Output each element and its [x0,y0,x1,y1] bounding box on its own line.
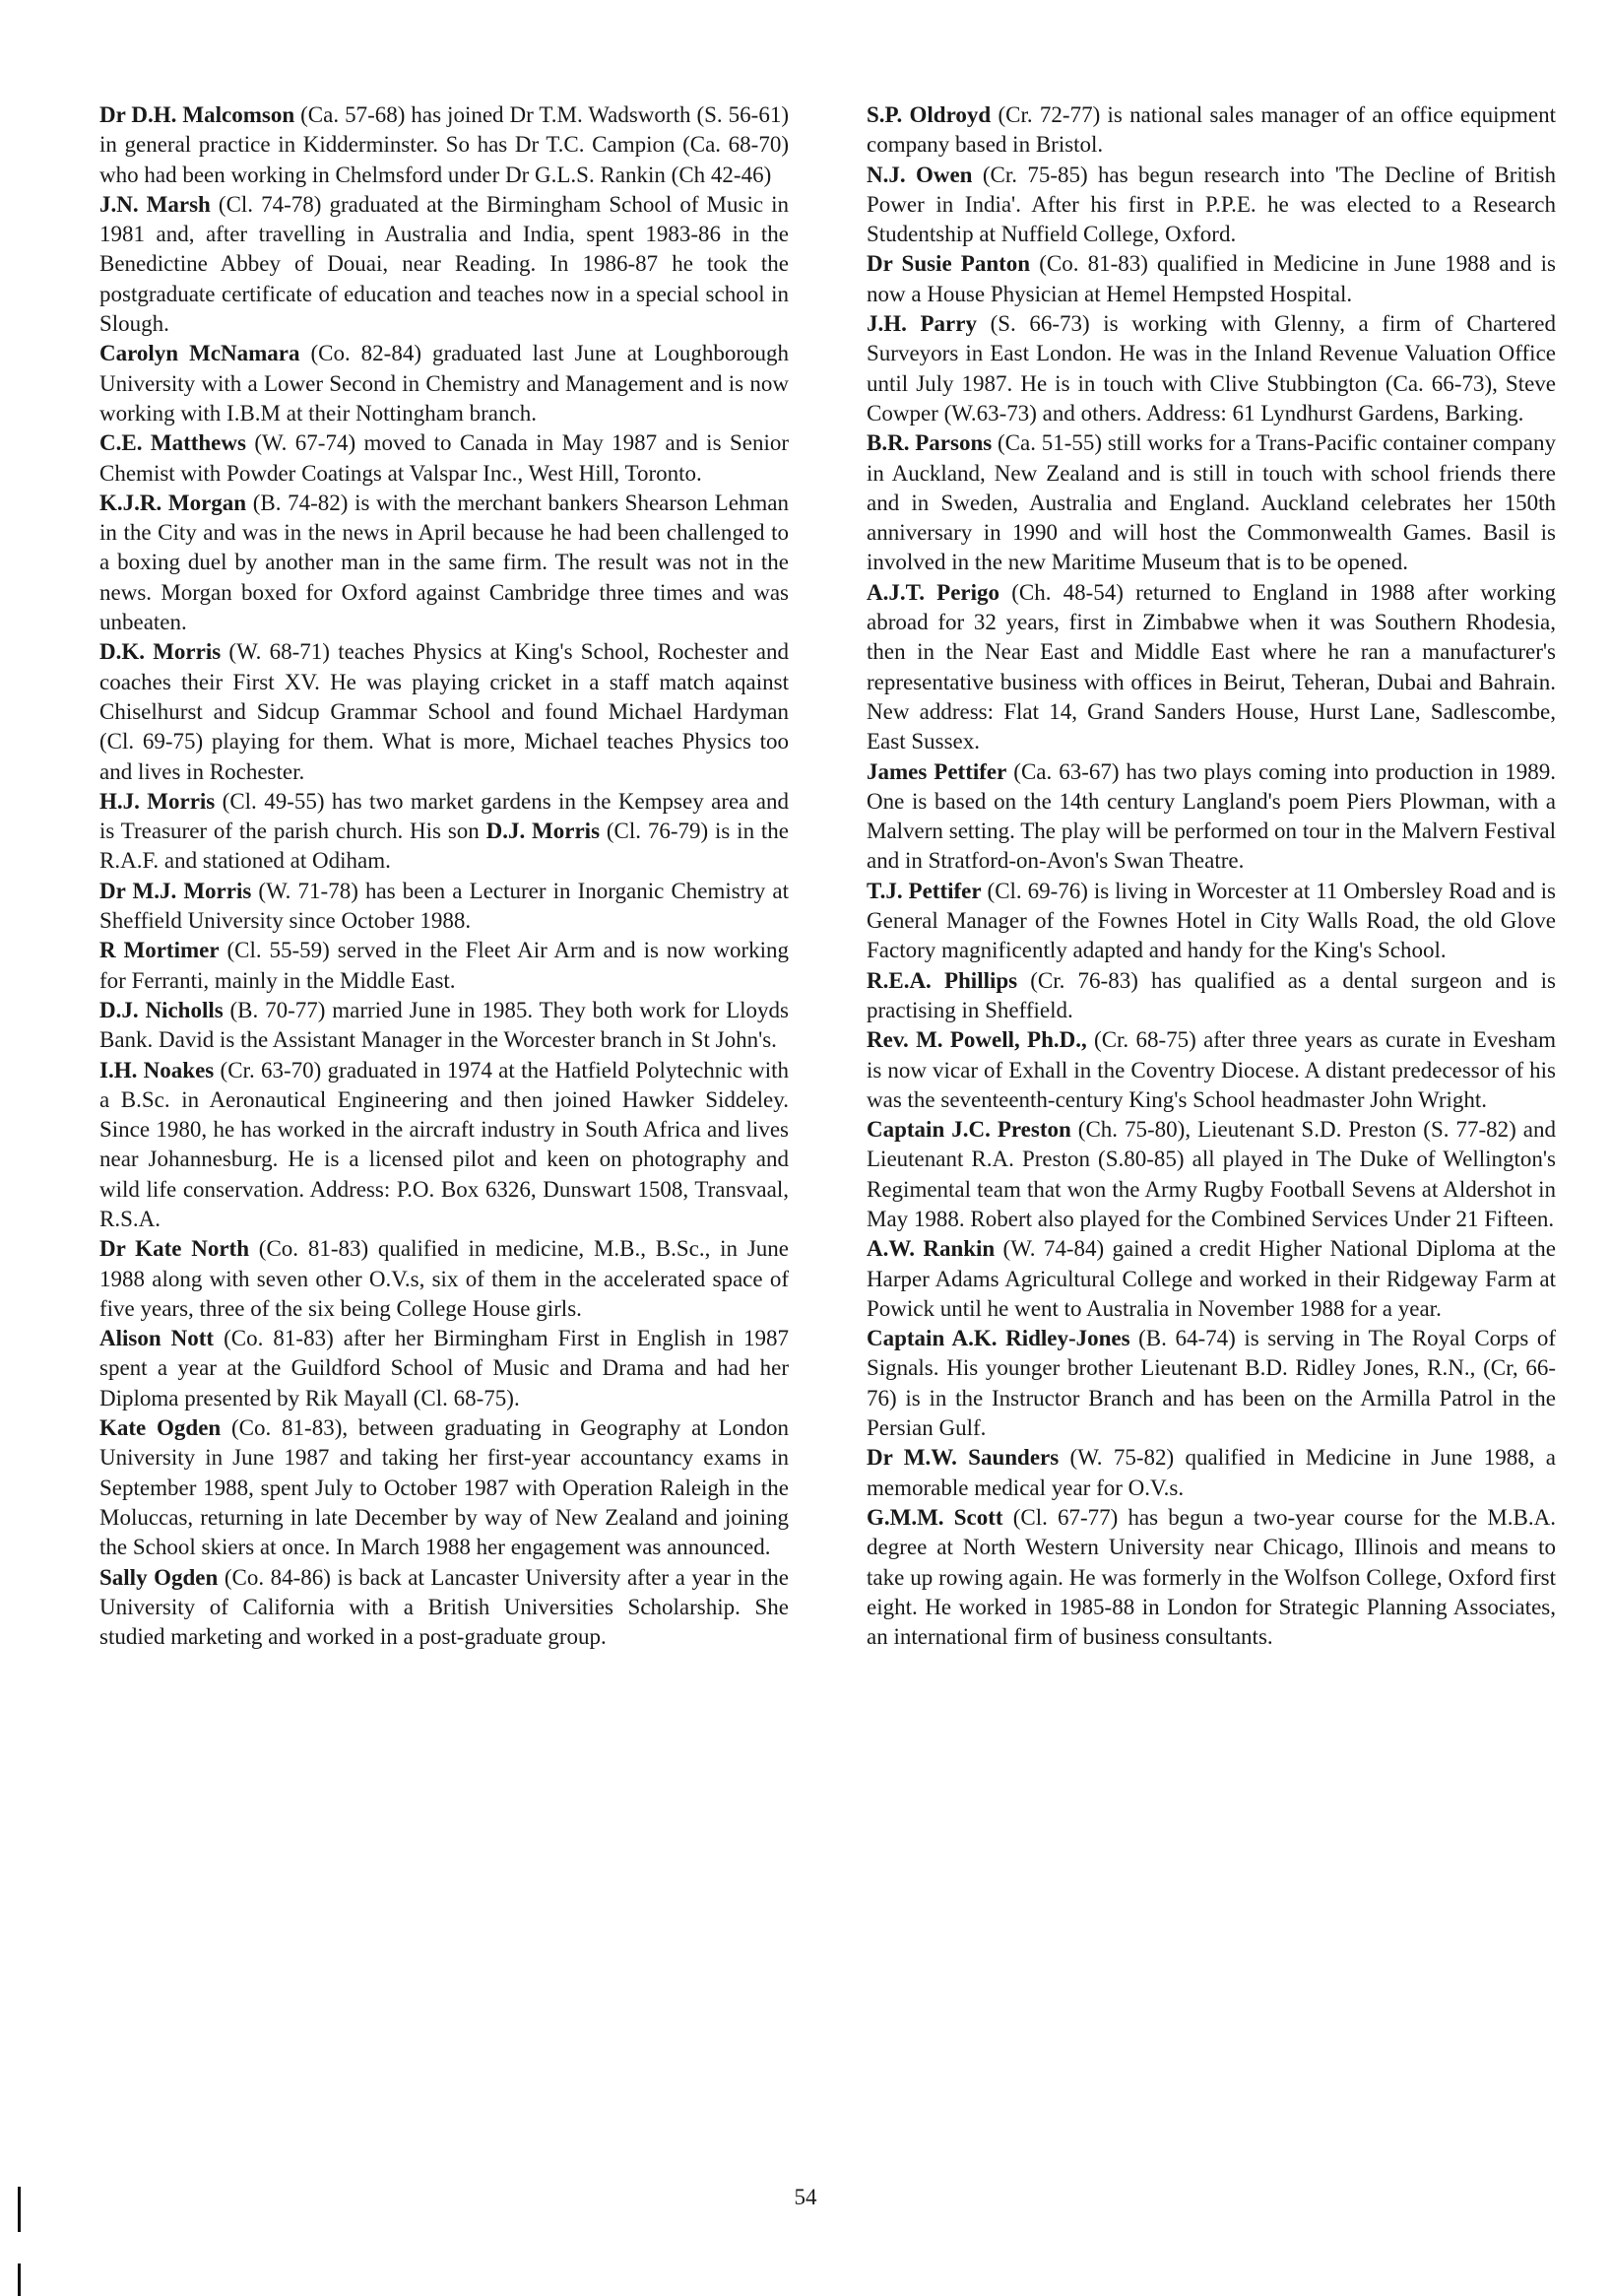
entry-name: A.J.T. Perigo [867,579,1000,605]
entry-text: (Co. 84-86) is back at Lancaster University after a year in the University of California with a British Universities Scholarship. She studied marketing and worked in a post-graduate group. [99,1564,789,1650]
entry-text: (W. 67-74) moved to Canada in May 1987 and is Senior Chemist with Powder Coatings at Valspar Inc., West Hill, Toronto. [99,430,789,486]
entry-text: (W. 74-84) gained a credit Higher National Diploma at the Harper Adams Agricultural College and worked in their Ridgeway Farm at Powick until he went to Australia in November 1988 for a year. [867,1236,1557,1321]
entry-text: (Cr. 72-77) is national sales manager of an office equipment company based in Bristol. [867,102,1557,158]
entry-name: Captain A.K. Ridley-Jones [867,1326,1130,1351]
entry-text: (Cl. 55-59) served in the Fleet Air Arm and is now working for Ferranti, mainly in the Middle East. [99,938,789,993]
alumni-entry [867,1443,1556,1503]
entry-text: (Ca. 57-68) has joined Dr T.M. Wadsworth (S. 56-61) in general practice in Kidderminster. So has Dr T.C. Campion (Ca. 68-70) who had been working in Chelmsford under Dr G.L.S. Rankin (Ch 42-46) [99,102,789,187]
entry-text: (W. 68-71) teaches Physics at King's School, Rochester and coaches their First XV. He was playing cricket in a staff match aqainst Chiselhurst and Sidcup Grammar School and found Michael Hardyman (Cl. 69-75) playing for them. What is more, Michael teaches Physics too and lives in Rochester. [99,639,789,784]
alumni-entry [99,190,789,339]
entry-text: (Ch. 48-54) returned to England in 1988 after working abroad for 32 years, first in Zimbabwe when it was Southern Rhodesia, then in the Near East and Middle East where he ran a manufacturer's representative business with offices in Beirut, Teheran, Dubai and Bahrain. New address: Flat 14, Grand Sanders House, Hurst Lane, Sadlescombe, East Sussex. [867,579,1556,754]
alumni-entry [867,1115,1556,1234]
entry-name: Kate Ogden [99,1415,222,1441]
alumni-entry [867,100,1556,161]
entry-name: Carolyn McNamara [99,341,300,366]
alumni-entry [99,339,789,428]
alumni-entry [867,309,1556,428]
alumni-entry [867,757,1556,877]
alumni-entry [99,787,789,877]
entry-name: I.H. Noakes [99,1057,215,1082]
alumni-entry [99,1563,789,1653]
entry-text: (Cr. 76-83) has qualified as a dental surgeon and is practising in Sheffield. [867,967,1556,1022]
entry-name: James Pettifer [867,758,1007,784]
alumni-entry [867,578,1556,757]
alumni-entry [99,637,789,786]
entry-text: (Co. 81-83), between graduating in Geography at London University in June 1987 and taking her first-year accountancy exams in September 1988, spent July to October 1987 with Operation Raleigh in the Moluccas, returning in late December by way of New Zealand and joining the School skiers at once. In March 1988 her engagement was announced. [99,1415,789,1560]
page-number: 54 [794,2185,817,2209]
alumni-entry [867,1324,1556,1443]
alumni-entry [99,936,789,996]
entry-name: D.J. Morris [485,819,601,844]
entry-text: (B. 74-82) is with the merchant bankers Shearson Lehman in the City and was in the news in April because he had been challenged to a boxing duel by another man in the same firm. The result was not in the news. Morgan boxed for Oxford against Cambridge three times and was unbeaten. [99,490,789,635]
right-column [867,100,1556,1652]
entry-text: (Cr. 68-75) after three years as curate in Evesham is now vicar of Exhall in the Coventry Diocese. A distant predecessor of his was the seventeenth-century King's School headmaster John Wright. [867,1027,1557,1112]
entry-text: (Cr. 75-85) has begun research into 'The Decline of British Power in India'. After his first in P.P.E. he was elected to a Research Studentship at Nuffield College, Oxford. [867,162,1556,247]
entry-text: (Cl. 67-77) has begun a two-year course for the M.B.A. degree at North Western University near Chicago, Illinois and means to take up rowing again. He was formerly in the Wolfson College, Oxford first eight. He worked in 1985-88 in London for Strategic Planning Associates, an international firm of business consultants. [867,1504,1556,1650]
alumni-entry [867,877,1556,966]
entry-text: (B. 70-77) married June in 1985. They both work for Lloyds Bank. David is the Assistant Manager in the Worcester branch in St John's. [99,997,790,1053]
alumni-entry [867,249,1556,309]
entry-name: R.E.A. Phillips [867,967,1018,993]
entry-name: G.M.M. Scott [867,1504,1003,1530]
alumni-entry [867,966,1556,1026]
alumni-entry [99,428,789,489]
entry-text: (Ch. 75-80), Lieutenant S.D. Preston (S. 77-82) and Lieutenant R.A. Preston (S.80-85) all played in The Duke of Wellington's Regimental team that won the Army Rugby Football Sevens at Aldershot in May 1988. Robert also played for the Combined Services Under 21 Fifteen. [867,1117,1557,1231]
entry-name: Dr Kate North [99,1236,249,1262]
entry-text: (Co. 81-83) qualified in Medicine in June 1988 and is now a House Physician at Hemel Hempsted Hospital. [867,251,1556,306]
entry-name: Dr D.H. Malcomson [99,102,295,127]
entry-name: T.J. Pettifer [867,878,982,903]
alumni-entry [99,1324,789,1413]
entry-name: R Mortimer [99,938,220,963]
entry-text: (Co. 81-83) after her Birmingham First in English in 1987 spent a year at the Guildford School of Music and Drama and had her Diploma presented by Rik Mayall (Cl. 68-75). [99,1326,789,1410]
alumni-entry [99,1413,789,1562]
entry-name: J.N. Marsh [99,191,211,217]
entry-text: (Cl. 76-79) is in the R.A.F. and stationed at Odiham. [99,819,789,874]
entry-name: N.J. Owen [867,162,973,187]
entry-name: Alison Nott [99,1326,215,1351]
scan-edge-mark-upper [18,2187,21,2232]
entry-text: (Co. 81-83) qualified in medicine, M.B., B.Sc., in June 1988 along with seven other O.V.s, six of them in the accelerated space of five years, three of the six being College House girls. [99,1236,789,1321]
entry-name: A.W. Rankin [867,1236,996,1262]
entry-text: (W. 75-82) qualified in Medicine in June 1988, a memorable medical year for O.V.s. [867,1445,1556,1500]
entry-name: B.R. Parsons [867,430,993,456]
alumni-entry [867,428,1556,577]
entry-text: (Ca. 63-67) has two plays coming into production in 1989. One is based on the 14th century Langland's poem Piers Plowman, with a Malvern setting. The play will be performed on tour in the Malvern Festival and in Stratford-on-Avon's Swan Theatre. [867,758,1556,874]
entry-name: Rev. M. Powell, Ph.D., [867,1027,1087,1053]
entry-name: D.J. Nicholls [99,997,224,1022]
left-column [99,100,789,1652]
entry-name: S.P. Oldroyd [867,102,992,127]
entry-text: (Co. 82-84) graduated last June at Loughborough University with a Lower Second in Chemistry and Management and is now working with I.B.M at their Nottingham branch. [99,341,789,426]
entry-text: (Cl. 49-55) has two market gardens in the Kempsey area and is Treasurer of the parish church. His son [99,788,789,844]
alumni-entry [99,100,789,190]
entry-name: Captain J.C. Preston [867,1117,1071,1143]
entry-text: (S. 66-73) is working with Glenny, a firm of Chartered Surveyors in East London. He was in the Inland Revenue Valuation Office until July 1987. He is in touch with Clive Stubbington (Ca. 66-73), Steve Cowper (W.63-73) and others. Address: 61 Lyndhurst Gardens, Barking. [867,311,1557,426]
entry-name: D.K. Morris [99,639,222,665]
alumni-entry [99,1056,789,1235]
alumni-entry [99,489,789,637]
entry-text: (B. 64-74) is serving in The Royal Corps of Signals. His younger brother Lieutenant B.D. Ridley Jones, R.N., (Cr, 66-76) is in the Instructor Branch and has been on the Armilla Patrol in the Persian Gulf. [867,1326,1556,1441]
alumni-entry [99,996,789,1056]
entry-name: Dr Susie Panton [867,251,1031,277]
entry-name: J.H. Parry [867,311,977,337]
alumni-entry [99,877,789,937]
entry-text: (Ca. 51-55) still works for a Trans-Pacific container company in Auckland, New Zealand and is still in touch with school friends there and in Sweden, Australia and England. Auckland celebrates her 150th anniversary in 1990 and will host the Commonwealth Games. Basil is involved in the new Maritime Museum that is to be opened. [867,430,1556,575]
entry-name: Sally Ogden [99,1564,219,1590]
entry-text: (W. 71-78) has been a Lecturer in Inorganic Chemistry at Sheffield University since October 1988. [99,878,789,934]
entry-name: H.J. Morris [99,788,216,814]
alumni-entry [867,1025,1556,1115]
entry-text: (Cl. 74-78) graduated at the Birmingham School of Music in 1981 and, after travelling in Australia and India, spent 1983-86 in the Benedictine Abbey of Douai, near Reading. In 1986-87 he took the postgraduate certificate of education and teaches now in a special school in Slough. [99,191,789,337]
entry-name: K.J.R. Morgan [99,490,247,515]
scan-edge-mark-lower [18,2263,21,2296]
entry-name: Dr M.W. Saunders [867,1445,1060,1471]
entry-name: C.E. Matthews [99,430,246,456]
alumni-entry [867,161,1556,250]
alumni-entry [867,1234,1556,1324]
entry-name: Dr M.J. Morris [99,878,252,903]
entry-text: (Cr. 63-70) graduated in 1974 at the Hatfield Polytechnic with a B.Sc. in Aeronautical Engineering and then joined Hawker Siddeley. Since 1980, he has worked in the aircraft industry in South Africa and lives near Johannesburg. He is a licensed pilot and keen on photography and wild life conservation. Address: P.O. Box 6326, Dunswart 1508, Transvaal, R.S.A. [99,1057,789,1231]
entry-text: (Cl. 69-76) is living in Worcester at 11 Ombersley Road and is General Manager of the Fownes Hotel in City Walls Road, the old Glove Factory magnificently adapted and handy for the King's School. [867,878,1556,963]
alumni-entry [867,1503,1556,1652]
alumni-entry [99,1234,789,1324]
